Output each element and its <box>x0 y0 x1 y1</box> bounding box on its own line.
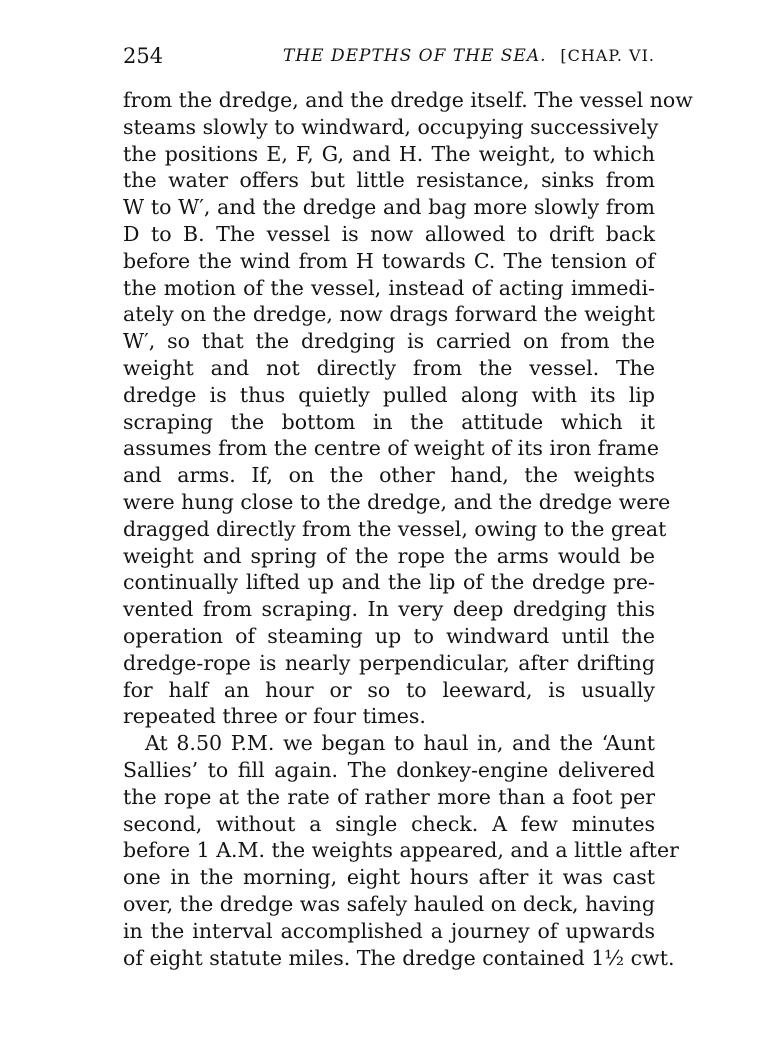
text-line: over, the dredge was safely hauled on deck, having <box>123 891 655 916</box>
paragraph-1 <box>123 87 693 730</box>
text-line: weight and spring of the rope the arms would be <box>123 543 655 568</box>
running-title: THE DEPTHS OF THE SEA. <box>283 46 547 66</box>
text-line: before 1 A.M. the weights appeared, and a little after <box>123 838 679 863</box>
text-line: continually lifted up and the lip of the dredge pre- <box>123 570 655 595</box>
page-number: 254 <box>123 44 164 68</box>
text-line: operation of steaming up to windward until the <box>123 623 655 648</box>
text-line: second, without a single check. A few minutes <box>123 811 655 836</box>
text-line: steams slowly to windward, occupying successively <box>123 114 659 139</box>
text-line: the motion of the vessel, instead of acting immedi- <box>123 275 655 300</box>
text-line: the positions E, F, G, and H. The weight, to which <box>123 141 655 166</box>
text-line: dredge-rope is nearly perpendicular, after drifting <box>123 650 655 675</box>
text-line: assumes from the centre of weight of its iron frame <box>123 436 659 461</box>
text-line: for half an hour or so to leeward, is usually <box>123 677 655 702</box>
page-header <box>123 44 655 74</box>
text-line: and arms. If, on the other hand, the weights <box>123 463 655 488</box>
paragraph-2 <box>123 730 679 971</box>
text-line: weight and not directly from the vessel. The <box>123 355 655 380</box>
text-line: W to W′, and the dredge and bag more slowly from <box>123 195 655 220</box>
text-line: Sallies’ to fill again. The donkey-engine delivered <box>123 757 655 782</box>
text-line: the rope at the rate of rather more than a foot per <box>123 784 655 809</box>
text-line: D to B. The vessel is now allowed to drift back <box>123 221 655 246</box>
text-line: repeated three or four times. <box>123 704 426 729</box>
text-line: of eight statute miles. The dredge contained 1½ cwt. <box>123 945 675 970</box>
text-line: were hung close to the dredge, and the dredge were <box>123 489 671 514</box>
text-line: vented from scraping. In very deep dredging this <box>123 597 655 622</box>
text-line: At 8.50 P.M. we began to haul in, and the ‘Aunt <box>145 731 655 756</box>
text-line: before the wind from H towards C. The tension of <box>123 248 655 273</box>
text-line: ately on the dredge, now drags forward the weight <box>123 302 655 327</box>
text-line: in the interval accomplished a journey of upwards <box>123 918 655 943</box>
body-text <box>123 87 693 971</box>
text-line: scraping the bottom in the attitude which it <box>123 409 655 434</box>
text-line: dredge is thus quietly pulled along with its lip <box>123 382 655 407</box>
text-line: the water offers but little resistance, sinks from <box>123 168 655 193</box>
chapter-reference: [CHAP. VI. <box>560 46 655 65</box>
text-line: from the dredge, and the dredge itself. The vessel now <box>123 88 693 112</box>
text-line: dragged directly from the vessel, owing to the great <box>123 516 667 541</box>
text-line: one in the morning, eight hours after it was cast <box>123 865 655 890</box>
text-line: W′, so that the dredging is carried on from the <box>123 329 655 354</box>
